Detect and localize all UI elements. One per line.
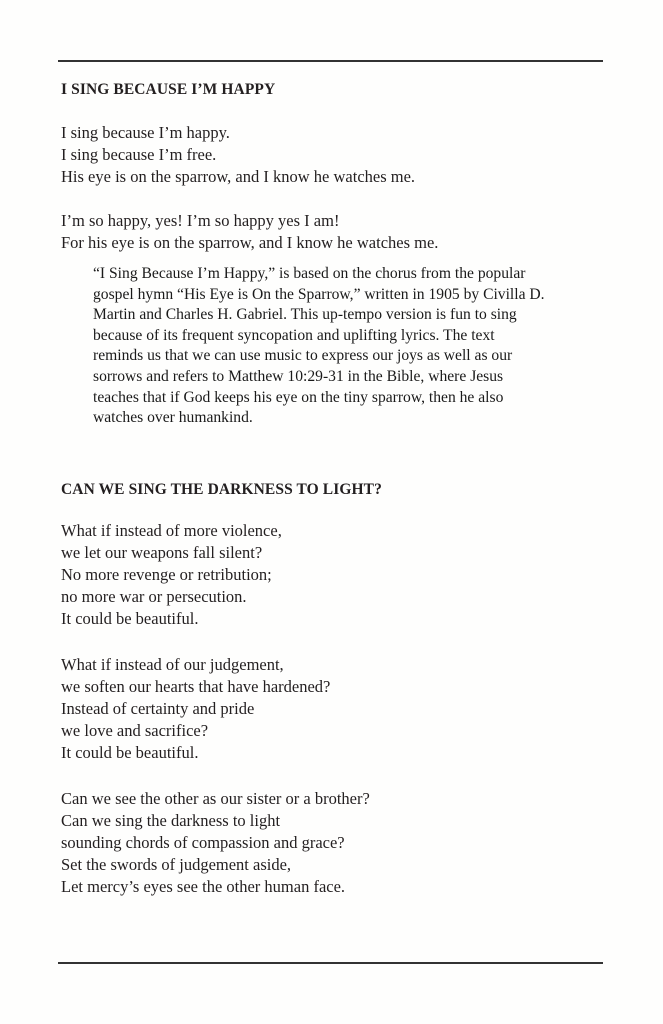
lyric-line: For his eye is on the sparrow, and I know he watches me.	[61, 233, 439, 252]
note-line: watches over humankind.	[93, 409, 253, 427]
note-line: teaches that if God keeps his eye on the tiny sparrow, then he also	[93, 388, 504, 406]
song-title-i-sing-because-im-happy: I SING BECAUSE I’M HAPPY	[61, 81, 276, 98]
lyrics-stanza-1	[61, 122, 415, 188]
note-line: “I Sing Because I’m Happy,” is based on the chorus from the popular	[93, 265, 526, 282]
lyric-line: What if instead of our judgement,	[61, 655, 284, 674]
lyrics-stanza-2	[61, 210, 438, 254]
lyric-line: Set the swords of judgement aside,	[61, 855, 292, 874]
lyric-line: His eye is on the sparrow, and I know he watches me.	[61, 167, 416, 186]
lyric-line: Instead of certainty and pride	[61, 699, 255, 718]
note-line: reminds us that we can use music to express our joys as well as our	[93, 347, 513, 365]
lyrics-stanza-3	[61, 520, 282, 630]
note-line: gospel hymn “His Eye is On the Sparrow,” written in 1905 by Civilla D.	[93, 285, 545, 303]
lyric-line: Can we see the other as our sister or a brother?	[61, 789, 370, 808]
lyric-line: No more revenge or retribution;	[61, 565, 272, 584]
top-divider	[58, 60, 603, 62]
note-line: Martin and Charles H. Gabriel. This up-tempo version is fun to sing	[93, 306, 517, 324]
lyrics-stanza-5	[61, 788, 370, 898]
lyric-line: It could be beautiful.	[61, 743, 199, 762]
lyric-line: It could be beautiful.	[61, 609, 199, 628]
lyric-line: What if instead of more violence,	[61, 521, 282, 540]
note-line: because of its frequent syncopation and uplifting lyrics. The text	[93, 326, 495, 344]
lyric-line: we love and sacrifice?	[61, 721, 209, 740]
lyric-line: I’m so happy, yes! I’m so happy yes I am!	[61, 211, 340, 230]
lyric-line: no more war or persecution.	[61, 587, 247, 606]
lyrics-stanza-4	[61, 654, 330, 764]
song-title-can-we-sing-the-darkness-to-light: CAN WE SING THE DARKNESS TO LIGHT?	[61, 481, 382, 498]
song-note-paragraph	[93, 264, 603, 429]
lyric-line: we soften our hearts that have hardened?	[61, 677, 331, 696]
lyric-line: we let our weapons fall silent?	[61, 543, 263, 562]
lyric-line: I sing because I’m free.	[61, 145, 217, 164]
lyric-line: I sing because I’m happy.	[61, 123, 230, 142]
bottom-divider	[58, 962, 603, 964]
lyric-line: Can we sing the darkness to light	[61, 811, 281, 830]
lyric-line: Let mercy’s eyes see the other human face.	[61, 877, 346, 896]
lyric-line: sounding chords of compassion and grace?	[61, 833, 345, 852]
note-line: sorrows and refers to Matthew 10:29-31 in the Bible, where Jesus	[93, 367, 504, 385]
